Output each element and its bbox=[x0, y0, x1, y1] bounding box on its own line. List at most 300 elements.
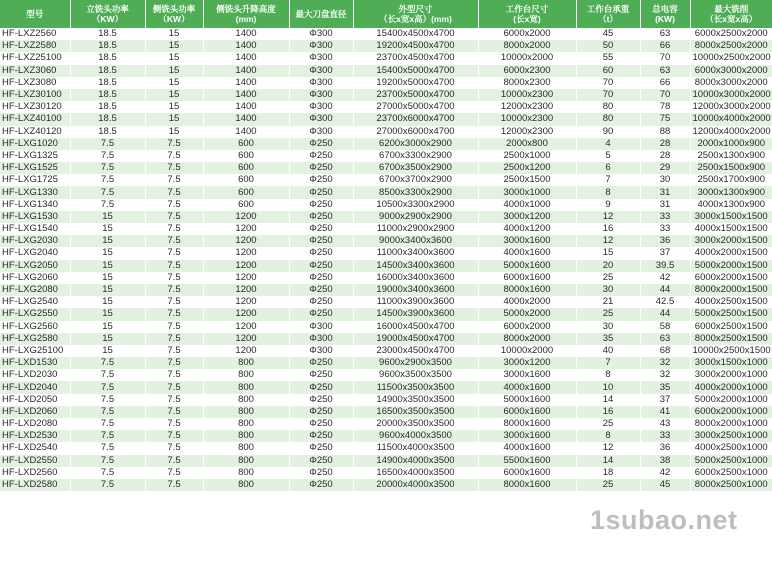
cell-side-lift: 1200 bbox=[203, 345, 289, 357]
cell-table-load: 25 bbox=[576, 272, 640, 284]
cell-table-size: 8000x2000 bbox=[478, 333, 576, 345]
cell-overall-size: 9600x3500x3500 bbox=[353, 369, 478, 381]
cell-side-lift: 1200 bbox=[203, 284, 289, 296]
cell-table-load: 4 bbox=[576, 138, 640, 150]
cell-side-power: 7.5 bbox=[145, 199, 203, 211]
cell-side-power: 7.5 bbox=[145, 260, 203, 272]
cell-table-size: 6000x2000 bbox=[478, 321, 576, 333]
cell-side-power: 15 bbox=[145, 28, 203, 40]
cell-total-power: 42 bbox=[640, 467, 690, 479]
table-row bbox=[0, 40, 772, 52]
table-row bbox=[0, 296, 772, 308]
cell-cutter-dia: Φ250 bbox=[289, 406, 353, 418]
cell-overall-size: 9600x2900x3500 bbox=[353, 357, 478, 369]
cell-max-milling: 10000x2500x2000 bbox=[690, 52, 772, 64]
header-vertical-power bbox=[70, 0, 145, 28]
header-overall-size bbox=[353, 0, 478, 28]
cell-overall-size: 27000x5000x4700 bbox=[353, 101, 478, 113]
cell-side-lift: 1400 bbox=[203, 126, 289, 138]
cell-side-lift: 800 bbox=[203, 479, 289, 491]
cell-overall-size: 6700x3500x2900 bbox=[353, 162, 478, 174]
header-line1: 外型尺寸 bbox=[398, 4, 433, 14]
cell-table-size: 10000x2300 bbox=[478, 113, 576, 125]
cell-vertical-power: 7.5 bbox=[70, 150, 145, 162]
cell-table-size: 12000x2300 bbox=[478, 101, 576, 113]
cell-table-size: 8000x1600 bbox=[478, 479, 576, 491]
header-line2: （t） bbox=[598, 14, 618, 24]
header-line1: 工作台尺寸 bbox=[505, 4, 549, 14]
table-row bbox=[0, 77, 772, 89]
cell-model: HF-LXG1340 bbox=[0, 199, 70, 211]
cell-side-power: 7.5 bbox=[145, 442, 203, 454]
cell-side-power: 7.5 bbox=[145, 430, 203, 442]
cell-side-lift: 1200 bbox=[203, 211, 289, 223]
cell-side-lift: 600 bbox=[203, 174, 289, 186]
cell-overall-size: 16500x4000x3500 bbox=[353, 467, 478, 479]
cell-max-milling: 4000x1300x900 bbox=[690, 199, 772, 211]
cell-table-load: 14 bbox=[576, 394, 640, 406]
cell-side-power: 15 bbox=[145, 52, 203, 64]
cell-total-power: 37 bbox=[640, 394, 690, 406]
header-cutter-dia bbox=[289, 0, 353, 28]
cell-max-milling: 8000x2500x1500 bbox=[690, 333, 772, 345]
cell-table-size: 10000x2000 bbox=[478, 345, 576, 357]
cell-side-lift: 600 bbox=[203, 162, 289, 174]
cell-cutter-dia: Φ300 bbox=[289, 65, 353, 77]
cell-vertical-power: 18.5 bbox=[70, 89, 145, 101]
cell-cutter-dia: Φ250 bbox=[289, 247, 353, 259]
cell-model: HF-LXD2530 bbox=[0, 430, 70, 442]
cell-table-load: 25 bbox=[576, 418, 640, 430]
cell-table-load: 50 bbox=[576, 40, 640, 52]
cell-overall-size: 9000x3400x3600 bbox=[353, 235, 478, 247]
cell-model: HF-LXD2540 bbox=[0, 442, 70, 454]
cell-vertical-power: 15 bbox=[70, 247, 145, 259]
cell-max-milling: 3000x2000x1500 bbox=[690, 235, 772, 247]
cell-total-power: 36 bbox=[640, 442, 690, 454]
cell-table-load: 12 bbox=[576, 235, 640, 247]
cell-vertical-power: 7.5 bbox=[70, 455, 145, 467]
cell-cutter-dia: Φ250 bbox=[289, 174, 353, 186]
cell-vertical-power: 7.5 bbox=[70, 162, 145, 174]
cell-max-milling: 5000x2500x1500 bbox=[690, 308, 772, 320]
cell-total-power: 41 bbox=[640, 406, 690, 418]
cell-table-size: 6000x1600 bbox=[478, 272, 576, 284]
cell-total-power: 70 bbox=[640, 89, 690, 101]
cell-total-power: 42.5 bbox=[640, 296, 690, 308]
table-row bbox=[0, 174, 772, 186]
cell-overall-size: 23000x4500x4700 bbox=[353, 345, 478, 357]
cell-total-power: 28 bbox=[640, 138, 690, 150]
cell-side-power: 7.5 bbox=[145, 357, 203, 369]
cell-total-power: 70 bbox=[640, 52, 690, 64]
cell-max-milling: 3000x1300x900 bbox=[690, 186, 772, 198]
cell-model: HF-LXZ3080 bbox=[0, 77, 70, 89]
cell-vertical-power: 18.5 bbox=[70, 113, 145, 125]
cell-model: HF-LXG2030 bbox=[0, 235, 70, 247]
header-line2: (KW) bbox=[655, 14, 675, 24]
cell-table-size: 5500x1600 bbox=[478, 455, 576, 467]
cell-table-size: 3000x1000 bbox=[478, 186, 576, 198]
cell-side-power: 7.5 bbox=[145, 479, 203, 491]
cell-vertical-power: 7.5 bbox=[70, 467, 145, 479]
cell-max-milling: 4000x2500x1500 bbox=[690, 296, 772, 308]
cell-side-lift: 1400 bbox=[203, 113, 289, 125]
header-line2: (长x宽) bbox=[513, 14, 541, 24]
cell-total-power: 44 bbox=[640, 284, 690, 296]
cell-side-power: 15 bbox=[145, 126, 203, 138]
cell-vertical-power: 18.5 bbox=[70, 101, 145, 113]
cell-max-milling: 8000x2000x1500 bbox=[690, 284, 772, 296]
table-row bbox=[0, 345, 772, 357]
cell-side-lift: 1400 bbox=[203, 101, 289, 113]
header-line1: 最大刀盘直径 bbox=[295, 9, 347, 19]
cell-overall-size: 15400x4500x4700 bbox=[353, 28, 478, 40]
cell-side-power: 15 bbox=[145, 89, 203, 101]
cell-side-lift: 1200 bbox=[203, 308, 289, 320]
cell-side-power: 7.5 bbox=[145, 235, 203, 247]
cell-side-lift: 600 bbox=[203, 150, 289, 162]
cell-table-load: 40 bbox=[576, 345, 640, 357]
cell-table-load: 8 bbox=[576, 369, 640, 381]
cell-cutter-dia: Φ300 bbox=[289, 89, 353, 101]
cell-cutter-dia: Φ250 bbox=[289, 418, 353, 430]
cell-table-size: 5000x1600 bbox=[478, 260, 576, 272]
cell-cutter-dia: Φ250 bbox=[289, 479, 353, 491]
cell-overall-size: 14900x4000x3500 bbox=[353, 455, 478, 467]
cell-vertical-power: 15 bbox=[70, 296, 145, 308]
cell-cutter-dia: Φ300 bbox=[289, 345, 353, 357]
table-row bbox=[0, 52, 772, 64]
cell-max-milling: 8000x3000x2000 bbox=[690, 77, 772, 89]
cell-model: HF-LXG1020 bbox=[0, 138, 70, 150]
cell-table-load: 55 bbox=[576, 52, 640, 64]
cell-max-milling: 6000x2000x1000 bbox=[690, 406, 772, 418]
cell-table-load: 30 bbox=[576, 321, 640, 333]
table-row bbox=[0, 369, 772, 381]
cell-cutter-dia: Φ300 bbox=[289, 333, 353, 345]
cell-vertical-power: 7.5 bbox=[70, 199, 145, 211]
cell-side-power: 7.5 bbox=[145, 333, 203, 345]
cell-overall-size: 9000x2900x2900 bbox=[353, 211, 478, 223]
cell-side-power: 7.5 bbox=[145, 467, 203, 479]
cell-side-power: 15 bbox=[145, 101, 203, 113]
cell-table-load: 6 bbox=[576, 162, 640, 174]
cell-overall-size: 19000x4500x4700 bbox=[353, 333, 478, 345]
cell-table-size: 2500x1500 bbox=[478, 174, 576, 186]
cell-total-power: 28 bbox=[640, 150, 690, 162]
cell-table-load: 8 bbox=[576, 430, 640, 442]
cell-overall-size: 11500x4000x3500 bbox=[353, 442, 478, 454]
table-row bbox=[0, 394, 772, 406]
cell-overall-size: 23700x5000x4700 bbox=[353, 89, 478, 101]
cell-side-power: 7.5 bbox=[145, 138, 203, 150]
header-line1: 侧铣头功率 bbox=[152, 4, 196, 14]
cell-cutter-dia: Φ250 bbox=[289, 223, 353, 235]
cell-total-power: 75 bbox=[640, 113, 690, 125]
cell-table-size: 4000x1600 bbox=[478, 247, 576, 259]
cell-cutter-dia: Φ250 bbox=[289, 162, 353, 174]
cell-vertical-power: 7.5 bbox=[70, 418, 145, 430]
cell-model: HF-LXZ2560 bbox=[0, 28, 70, 40]
cell-total-power: 45 bbox=[640, 479, 690, 491]
cell-vertical-power: 18.5 bbox=[70, 28, 145, 40]
cell-table-size: 8000x1600 bbox=[478, 418, 576, 430]
cell-side-power: 7.5 bbox=[145, 381, 203, 393]
cell-side-lift: 1200 bbox=[203, 272, 289, 284]
cell-overall-size: 6200x3000x2900 bbox=[353, 138, 478, 150]
cell-cutter-dia: Φ250 bbox=[289, 272, 353, 284]
cell-total-power: 31 bbox=[640, 199, 690, 211]
cell-table-size: 2500x1200 bbox=[478, 162, 576, 174]
cell-model: HF-LXG1525 bbox=[0, 162, 70, 174]
cell-table-size: 8000x2300 bbox=[478, 77, 576, 89]
cell-table-size: 2500x1000 bbox=[478, 150, 576, 162]
cell-total-power: 68 bbox=[640, 345, 690, 357]
table-body bbox=[0, 28, 772, 491]
cell-side-lift: 600 bbox=[203, 186, 289, 198]
cell-total-power: 33 bbox=[640, 211, 690, 223]
cell-table-size: 3000x1600 bbox=[478, 369, 576, 381]
table-row bbox=[0, 211, 772, 223]
cell-cutter-dia: Φ300 bbox=[289, 113, 353, 125]
cell-side-power: 15 bbox=[145, 40, 203, 52]
cell-model: HF-LXZ30120 bbox=[0, 101, 70, 113]
cell-max-milling: 6000x2500x2000 bbox=[690, 28, 772, 40]
cell-vertical-power: 7.5 bbox=[70, 479, 145, 491]
cell-cutter-dia: Φ250 bbox=[289, 467, 353, 479]
cell-side-power: 7.5 bbox=[145, 284, 203, 296]
cell-table-load: 18 bbox=[576, 467, 640, 479]
cell-side-power: 7.5 bbox=[145, 308, 203, 320]
cell-side-lift: 800 bbox=[203, 357, 289, 369]
header-model bbox=[0, 0, 70, 28]
cell-side-lift: 1200 bbox=[203, 235, 289, 247]
cell-model: HF-LXD2580 bbox=[0, 479, 70, 491]
cell-side-lift: 800 bbox=[203, 369, 289, 381]
cell-max-milling: 10000x2500x1500 bbox=[690, 345, 772, 357]
cell-cutter-dia: Φ250 bbox=[289, 150, 353, 162]
cell-model: HF-LXG1725 bbox=[0, 174, 70, 186]
cell-model: HF-LXD2060 bbox=[0, 406, 70, 418]
header-line2: （KW） bbox=[158, 14, 190, 24]
table-row bbox=[0, 418, 772, 430]
cell-table-size: 6000x2000 bbox=[478, 28, 576, 40]
cell-side-lift: 800 bbox=[203, 430, 289, 442]
cell-table-size: 4000x2000 bbox=[478, 296, 576, 308]
cell-table-load: 30 bbox=[576, 284, 640, 296]
cell-model: HF-LXZ40120 bbox=[0, 126, 70, 138]
cell-model: HF-LXD1530 bbox=[0, 357, 70, 369]
cell-vertical-power: 18.5 bbox=[70, 126, 145, 138]
cell-total-power: 58 bbox=[640, 321, 690, 333]
cell-table-size: 6000x1600 bbox=[478, 467, 576, 479]
cell-vertical-power: 7.5 bbox=[70, 357, 145, 369]
cell-table-size: 12000x2300 bbox=[478, 126, 576, 138]
cell-side-lift: 1200 bbox=[203, 333, 289, 345]
cell-cutter-dia: Φ300 bbox=[289, 52, 353, 64]
cell-total-power: 63 bbox=[640, 333, 690, 345]
table-row bbox=[0, 223, 772, 235]
cell-side-power: 7.5 bbox=[145, 162, 203, 174]
cell-total-power: 38 bbox=[640, 455, 690, 467]
cell-side-power: 7.5 bbox=[145, 247, 203, 259]
cell-cutter-dia: Φ250 bbox=[289, 381, 353, 393]
cell-overall-size: 14900x3500x3500 bbox=[353, 394, 478, 406]
cell-side-power: 7.5 bbox=[145, 394, 203, 406]
cell-table-size: 10000x2300 bbox=[478, 89, 576, 101]
cell-max-milling: 3000x1500x1000 bbox=[690, 357, 772, 369]
table-row bbox=[0, 381, 772, 393]
cell-overall-size: 16500x3500x3500 bbox=[353, 406, 478, 418]
cell-side-power: 7.5 bbox=[145, 418, 203, 430]
header-line1: 侧铣头升降高度 bbox=[216, 4, 276, 14]
header-side-power bbox=[145, 0, 203, 28]
cell-side-lift: 800 bbox=[203, 381, 289, 393]
cell-model: HF-LXD2050 bbox=[0, 394, 70, 406]
cell-total-power: 63 bbox=[640, 65, 690, 77]
cell-side-power: 7.5 bbox=[145, 223, 203, 235]
cell-max-milling: 3000x2000x1000 bbox=[690, 369, 772, 381]
cell-table-size: 2000x800 bbox=[478, 138, 576, 150]
cell-vertical-power: 7.5 bbox=[70, 369, 145, 381]
table-row bbox=[0, 186, 772, 198]
cell-side-power: 7.5 bbox=[145, 369, 203, 381]
cell-model: HF-LXG2540 bbox=[0, 296, 70, 308]
cell-table-load: 70 bbox=[576, 77, 640, 89]
cell-table-size: 5000x1600 bbox=[478, 394, 576, 406]
header-line2: (mm) bbox=[235, 14, 257, 24]
cell-overall-size: 19200x5000x4700 bbox=[353, 77, 478, 89]
cell-vertical-power: 15 bbox=[70, 235, 145, 247]
cell-vertical-power: 7.5 bbox=[70, 442, 145, 454]
cell-cutter-dia: Φ300 bbox=[289, 321, 353, 333]
cell-cutter-dia: Φ250 bbox=[289, 284, 353, 296]
cell-max-milling: 6000x2000x1500 bbox=[690, 272, 772, 284]
cell-cutter-dia: Φ250 bbox=[289, 296, 353, 308]
cell-overall-size: 20000x4000x3500 bbox=[353, 479, 478, 491]
cell-vertical-power: 18.5 bbox=[70, 77, 145, 89]
cell-table-load: 16 bbox=[576, 223, 640, 235]
cell-side-lift: 1200 bbox=[203, 296, 289, 308]
cell-overall-size: 14500x3900x3600 bbox=[353, 308, 478, 320]
cell-max-milling: 4000x2000x1000 bbox=[690, 381, 772, 393]
cell-overall-size: 11000x3400x3600 bbox=[353, 247, 478, 259]
header-line1: 立铣头功率 bbox=[86, 4, 129, 14]
cell-vertical-power: 7.5 bbox=[70, 186, 145, 198]
cell-table-size: 4000x1200 bbox=[478, 223, 576, 235]
cell-overall-size: 14500x3400x3600 bbox=[353, 260, 478, 272]
cell-max-milling: 3000x2500x1000 bbox=[690, 430, 772, 442]
cell-total-power: 63 bbox=[640, 28, 690, 40]
cell-model: HF-LXG25100 bbox=[0, 345, 70, 357]
cell-cutter-dia: Φ300 bbox=[289, 126, 353, 138]
cell-max-milling: 6000x3000x2000 bbox=[690, 65, 772, 77]
cell-max-milling: 5000x2000x1000 bbox=[690, 394, 772, 406]
cell-table-load: 7 bbox=[576, 174, 640, 186]
cell-table-load: 25 bbox=[576, 479, 640, 491]
cell-max-milling: 12000x4000x2000 bbox=[690, 126, 772, 138]
cell-side-lift: 800 bbox=[203, 406, 289, 418]
cell-total-power: 43 bbox=[640, 418, 690, 430]
header-line2: （长x宽x高）(mm) bbox=[379, 14, 452, 24]
table-row bbox=[0, 162, 772, 174]
cell-overall-size: 23700x6000x4700 bbox=[353, 113, 478, 125]
cell-max-milling: 3000x1500x1500 bbox=[690, 211, 772, 223]
cell-side-power: 7.5 bbox=[145, 345, 203, 357]
table-row bbox=[0, 126, 772, 138]
cell-total-power: 29 bbox=[640, 162, 690, 174]
cell-overall-size: 11500x3500x3500 bbox=[353, 381, 478, 393]
cell-vertical-power: 7.5 bbox=[70, 381, 145, 393]
cell-cutter-dia: Φ250 bbox=[289, 199, 353, 211]
cell-vertical-power: 7.5 bbox=[70, 430, 145, 442]
table-row bbox=[0, 199, 772, 211]
cell-total-power: 36 bbox=[640, 235, 690, 247]
cell-cutter-dia: Φ250 bbox=[289, 138, 353, 150]
cell-side-lift: 1200 bbox=[203, 321, 289, 333]
cell-model: HF-LXD2560 bbox=[0, 467, 70, 479]
header-line1: 总电容 bbox=[652, 4, 678, 14]
cell-overall-size: 27000x6000x4700 bbox=[353, 126, 478, 138]
cell-max-milling: 5000x2500x1000 bbox=[690, 455, 772, 467]
cell-table-size: 8000x2000 bbox=[478, 40, 576, 52]
cell-side-power: 7.5 bbox=[145, 186, 203, 198]
table-row bbox=[0, 272, 772, 284]
table-row bbox=[0, 430, 772, 442]
cell-overall-size: 6700x3300x2900 bbox=[353, 150, 478, 162]
cell-total-power: 32 bbox=[640, 357, 690, 369]
cell-table-size: 3000x1600 bbox=[478, 235, 576, 247]
cell-side-lift: 1200 bbox=[203, 223, 289, 235]
cell-table-size: 3000x1200 bbox=[478, 211, 576, 223]
cell-side-lift: 1400 bbox=[203, 65, 289, 77]
cell-vertical-power: 15 bbox=[70, 284, 145, 296]
cell-cutter-dia: Φ250 bbox=[289, 211, 353, 223]
cell-model: HF-LXG2050 bbox=[0, 260, 70, 272]
cell-table-load: 80 bbox=[576, 113, 640, 125]
table-header bbox=[0, 0, 772, 28]
cell-table-load: 80 bbox=[576, 101, 640, 113]
table-row bbox=[0, 89, 772, 101]
cell-max-milling: 8000x2000x1000 bbox=[690, 418, 772, 430]
table-row bbox=[0, 357, 772, 369]
cell-table-load: 60 bbox=[576, 65, 640, 77]
cell-side-lift: 1200 bbox=[203, 260, 289, 272]
cell-side-lift: 1200 bbox=[203, 247, 289, 259]
cell-vertical-power: 7.5 bbox=[70, 406, 145, 418]
cell-side-power: 15 bbox=[145, 65, 203, 77]
cell-model: HF-LXG2550 bbox=[0, 308, 70, 320]
cell-vertical-power: 15 bbox=[70, 211, 145, 223]
cell-overall-size: 11000x2900x2900 bbox=[353, 223, 478, 235]
cell-side-power: 15 bbox=[145, 77, 203, 89]
header-line2: （长x宽x高） bbox=[705, 14, 758, 24]
header-line1: 工作台承重 bbox=[586, 4, 630, 14]
cell-total-power: 32 bbox=[640, 369, 690, 381]
cell-max-milling: 8000x2500x2000 bbox=[690, 40, 772, 52]
header-side-lift bbox=[203, 0, 289, 28]
cell-table-load: 14 bbox=[576, 455, 640, 467]
cell-total-power: 44 bbox=[640, 308, 690, 320]
cell-vertical-power: 18.5 bbox=[70, 40, 145, 52]
header-line1: 最大铣削 bbox=[714, 4, 749, 14]
cell-vertical-power: 18.5 bbox=[70, 52, 145, 64]
cell-model: HF-LXG2080 bbox=[0, 284, 70, 296]
cell-overall-size: 10500x3300x2900 bbox=[353, 199, 478, 211]
table-row bbox=[0, 65, 772, 77]
cell-vertical-power: 15 bbox=[70, 321, 145, 333]
